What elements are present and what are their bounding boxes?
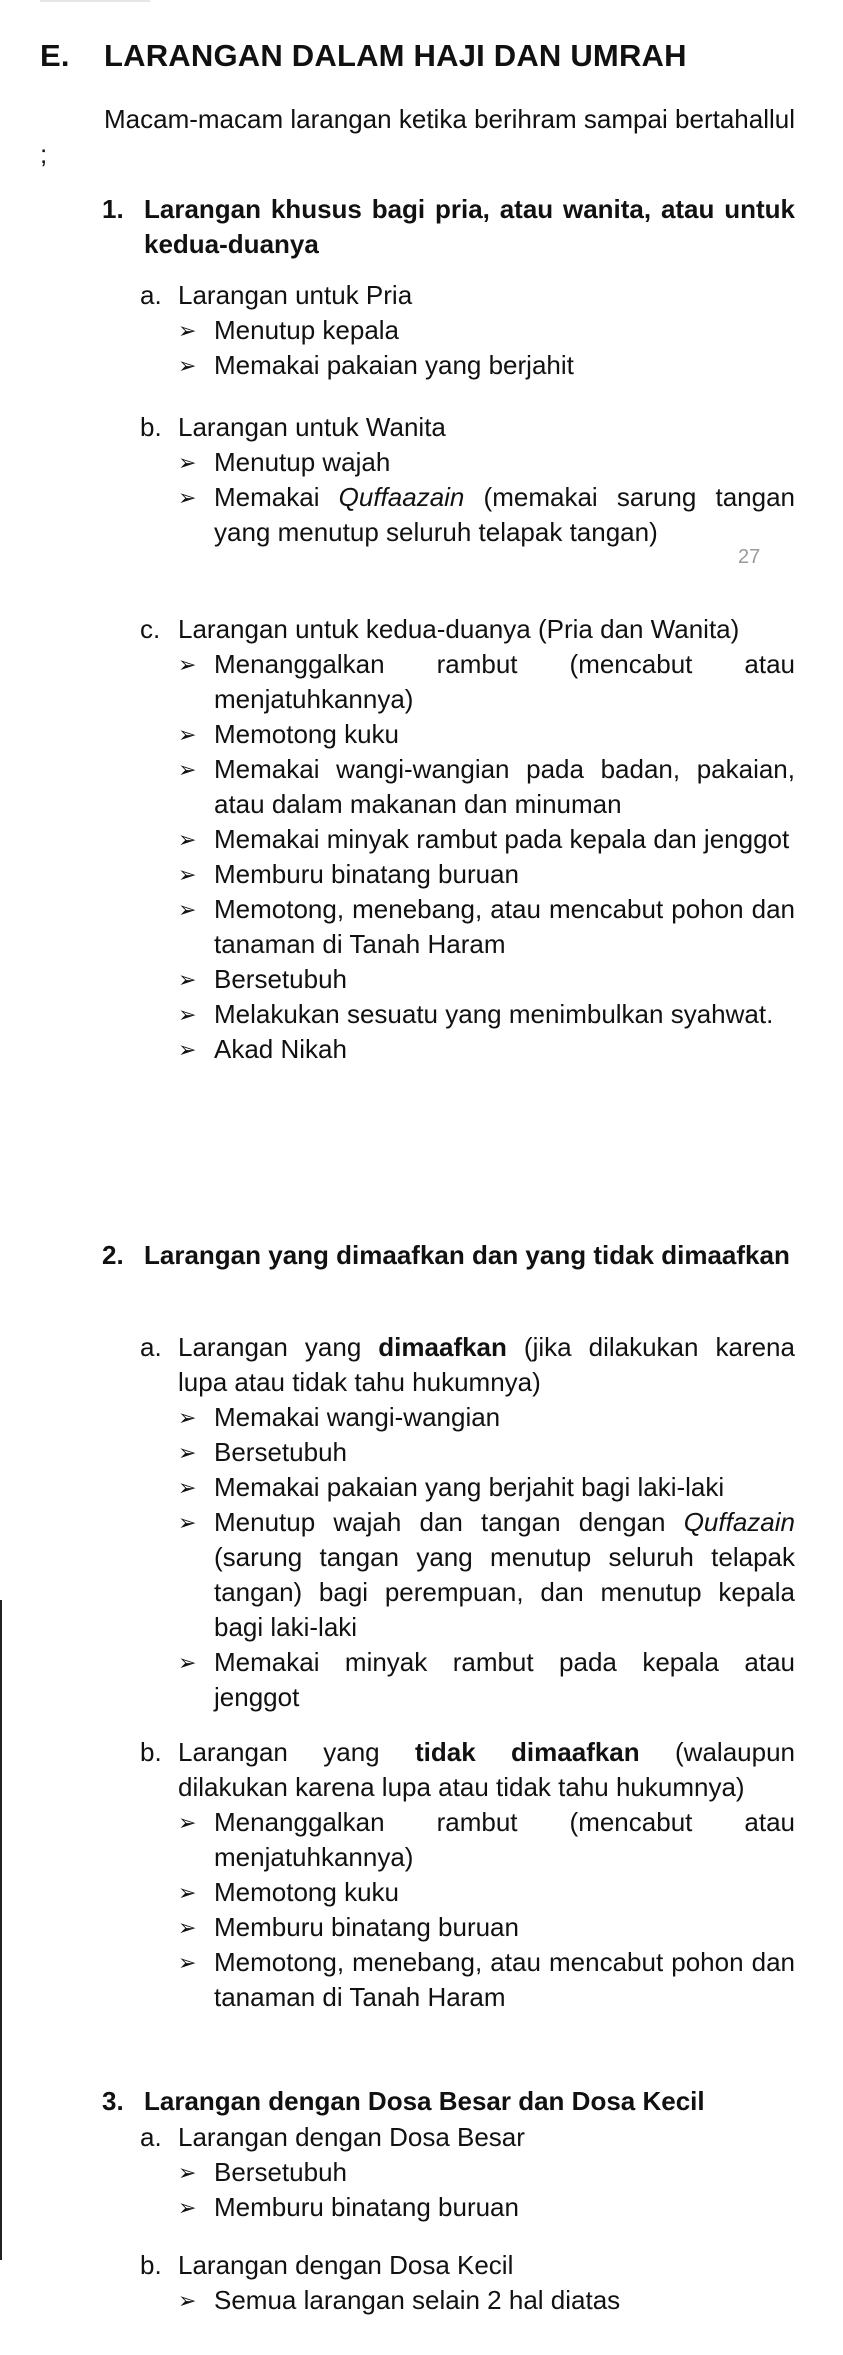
arrow-bullet-icon: ➢ — [178, 485, 197, 510]
point-3b-list — [178, 2283, 795, 2318]
point-3a-list — [178, 2155, 795, 2225]
arrow-bullet-icon: ➢ — [178, 1650, 197, 1675]
list-item: ➢ Memakai pakaian yang berjahit bagi laki-laki — [178, 1470, 795, 1505]
point-1b — [140, 410, 795, 550]
point-1a-letter: a. — [140, 280, 162, 310]
list-item: ➢ Memburu binatang buruan — [178, 2190, 795, 2225]
list-item: ➢ Bersetubuh — [178, 1435, 795, 1470]
list-item: ➢ Memburu binatang buruan — [178, 1910, 795, 1945]
page-top-mark — [40, 0, 150, 2]
arrow-bullet-icon: ➢ — [178, 1475, 197, 1500]
arrow-bullet-icon: ➢ — [178, 1440, 197, 1465]
list-item: ➢ Memakai minyak rambut pada kepala atau jenggot — [178, 1645, 795, 1715]
point-1c-list — [178, 647, 795, 1067]
point-3a-title: Larangan dengan Dosa Besar — [178, 2122, 525, 2152]
arrow-bullet-icon: ➢ — [178, 967, 197, 992]
point-3a-heading — [140, 2120, 795, 2155]
point-2a — [140, 1330, 795, 1715]
point-1 — [102, 192, 795, 262]
page-number: 27 — [738, 546, 761, 568]
list-item: ➢ Semua larangan selain 2 hal diatas — [178, 2283, 795, 2318]
list-item: ➢ Memburu binatang buruan — [178, 857, 795, 892]
point-1b-letter: b. — [140, 412, 162, 442]
point-3b-title: Larangan dengan Dosa Kecil — [178, 2250, 514, 2280]
point-2b-title: Larangan yang tidak dimaafkan (walaupun dilakukan karena lupa atau tidak tahu hukumnya) — [178, 1737, 795, 1802]
point-2-heading — [102, 1238, 795, 1273]
point-1c-title: Larangan untuk kedua-duanya (Pria dan Wanita) — [178, 614, 740, 644]
point-2b-letter: b. — [140, 1737, 162, 1767]
list-item: ➢ Menutup wajah — [178, 445, 795, 480]
arrow-bullet-icon: ➢ — [178, 318, 197, 343]
arrow-bullet-icon: ➢ — [178, 2195, 197, 2220]
point-2a-letter: a. — [140, 1332, 162, 1362]
point-3b — [140, 2248, 795, 2318]
point-1a — [140, 278, 795, 383]
arrow-bullet-icon: ➢ — [178, 862, 197, 887]
arrow-bullet-icon: ➢ — [178, 2160, 197, 2185]
list-item: ➢ Bersetubuh — [178, 2155, 795, 2190]
point-2-number: 2. — [102, 1240, 124, 1270]
arrow-bullet-icon: ➢ — [178, 450, 197, 475]
list-item: ➢ Akad Nikah — [178, 1032, 795, 1067]
point-1-title: Larangan khusus bagi pria, atau wanita, atau untuk kedua-duanya — [144, 194, 795, 259]
list-item: ➢ Memakai pakaian yang berjahit — [178, 348, 795, 383]
arrow-bullet-icon: ➢ — [178, 1405, 197, 1430]
point-2a-list — [178, 1400, 795, 1715]
list-item: ➢ Bersetubuh — [178, 962, 795, 997]
arrow-bullet-icon: ➢ — [178, 757, 197, 782]
point-1b-list — [178, 445, 795, 550]
arrow-bullet-icon: ➢ — [178, 722, 197, 747]
point-1c — [140, 612, 795, 1067]
point-1-heading — [102, 192, 795, 262]
arrow-bullet-icon: ➢ — [178, 1810, 197, 1835]
point-1b-heading — [140, 410, 795, 445]
list-item: ➢ Menanggalkan rambut (mencabut atau menjatuhkannya) — [178, 647, 795, 717]
point-1a-list — [178, 313, 795, 383]
point-3b-heading — [140, 2248, 795, 2283]
arrow-bullet-icon: ➢ — [178, 1002, 197, 1027]
point-2b — [140, 1735, 795, 2015]
point-2b-heading — [140, 1735, 795, 1805]
point-1c-letter: c. — [140, 614, 161, 644]
point-2a-title: Larangan yang dimaafkan (jika dilakukan karena lupa atau tidak tahu hukumnya) — [178, 1332, 795, 1397]
arrow-bullet-icon: ➢ — [178, 353, 197, 378]
point-2 — [102, 1238, 795, 1273]
list-item: ➢ Memotong, menebang, atau mencabut pohon dan tanaman di Tanah Haram — [178, 892, 795, 962]
arrow-bullet-icon: ➢ — [178, 1510, 197, 1535]
list-item: ➢ Memakai Quffaazain (memakai sarung tangan yang menutup seluruh telapak tangan) — [178, 480, 795, 550]
left-margin-rule — [0, 1600, 2, 2260]
arrow-bullet-icon: ➢ — [178, 827, 197, 852]
list-item: ➢ Memotong, menebang, atau mencabut pohon dan tanaman di Tanah Haram — [178, 1945, 795, 2015]
point-1-number: 1. — [102, 194, 124, 224]
arrow-bullet-icon: ➢ — [178, 897, 197, 922]
arrow-bullet-icon: ➢ — [178, 1915, 197, 1940]
list-item: ➢ Memakai minyak rambut pada kepala dan jenggot — [178, 822, 795, 857]
list-item: ➢ Menutup wajah dan tangan dengan Quffazain (sarung tangan yang menutup seluruh telapak tangan) bagi perempuan, dan menutup kepala bagi laki-laki — [178, 1505, 795, 1645]
point-3-number: 3. — [102, 2086, 124, 2116]
arrow-bullet-icon: ➢ — [178, 2288, 197, 2313]
point-3 — [102, 2084, 795, 2119]
list-item: ➢ Menanggalkan rambut (mencabut atau menjatuhkannya) — [178, 1805, 795, 1875]
section-intro: Macam-macam larangan ketika berihram sampai bertahallul ; — [40, 104, 795, 169]
list-item: ➢ Memakai wangi-wangian — [178, 1400, 795, 1435]
point-3-heading — [102, 2084, 795, 2119]
list-item: ➢ Memotong kuku — [178, 1875, 795, 1910]
point-2a-heading — [140, 1330, 795, 1400]
point-2-title: Larangan yang dimaafkan dan yang tidak dimaafkan — [144, 1240, 790, 1270]
list-item: ➢ Menutup kepala — [178, 313, 795, 348]
list-item: ➢ Melakukan sesuatu yang menimbulkan syahwat. — [178, 997, 795, 1032]
arrow-bullet-icon: ➢ — [178, 1880, 197, 1905]
point-3b-letter: b. — [140, 2250, 162, 2280]
section-letter: E. — [40, 38, 70, 73]
point-1a-title: Larangan untuk Pria — [178, 280, 413, 310]
arrow-bullet-icon: ➢ — [178, 1950, 197, 1975]
list-item: ➢ Memotong kuku — [178, 717, 795, 752]
arrow-bullet-icon: ➢ — [178, 1037, 197, 1062]
section-title: LARANGAN DALAM HAJI DAN UMRAH — [104, 38, 687, 73]
point-3a — [140, 2120, 795, 2225]
point-1c-heading — [140, 612, 795, 647]
point-3-title: Larangan dengan Dosa Besar dan Dosa Kecil — [144, 2086, 705, 2116]
point-1b-title: Larangan untuk Wanita — [178, 412, 446, 442]
point-2b-list — [178, 1805, 795, 2015]
point-1a-heading — [140, 278, 795, 313]
arrow-bullet-icon: ➢ — [178, 652, 197, 677]
section-heading — [40, 36, 687, 76]
list-item: ➢ Memakai wangi-wangian pada badan, pakaian, atau dalam makanan dan minuman — [178, 752, 795, 822]
point-3a-letter: a. — [140, 2122, 162, 2152]
